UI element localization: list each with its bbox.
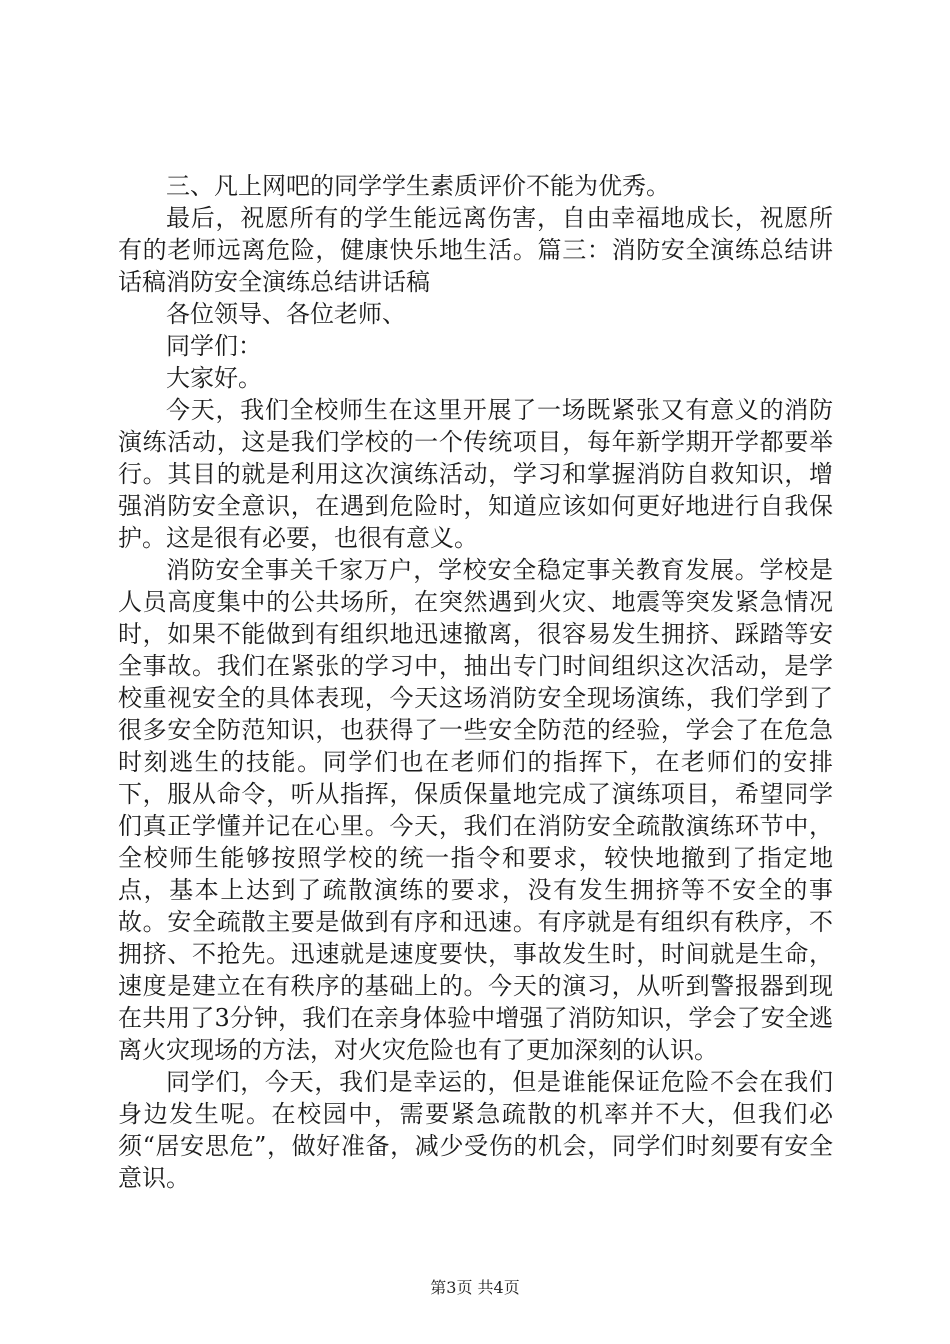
- paragraph-safety-importance: 消防安全事关千家万户，学校安全稳定事关教育发展。学校是人员高度集中的公共场所，在突然遇到火灾、地震等突发紧急情况时，如果不能做到有组织地迅速撤离，很容易发生拥挤、踩踏等安全事故。我们在紧张的学习中，抽出专门时间组织这次活动，是学校重视安全的具体表现，今天这场消防安全现场演练，我们学到了很多安全防范知识，也获得了一些安全防范的经验，学会了在危急时刻逃生的技能。同学们也在老师们的指挥下，在老师们的安排下，服从命令，听从指挥，保质保量地完成了演练项目，希望同学们真正学懂并记在心里。今天，我们在消防安全疏散演练环节中，全校师生能够按照学校的统一指令和要求，较快地撤到了指定地点，基本上达到了疏散演练的要求，没有发生拥挤等不安全的事故。安全疏散主要是做到有序和迅速。有序就是有组织有秩序，不拥挤、不抢先。迅速就是速度要快，事故发生时，时间就是生命，速度是建立在有秩序的基础上的。今天的演习，从听到警报器到现在共用了3分钟，我们在亲身体验中增强了消防知识，学会了安全逃离火灾现场的方法，对火灾危险也有了更加深刻的认识。: [118, 556, 833, 1064]
- paragraph-internet-cafe-rule: 三、凡上网吧的同学学生素质评价不能为优秀。: [166, 172, 670, 200]
- document-body: [118, 170, 833, 1194]
- page-number-footer: 第3页 共4页: [430, 1278, 520, 1297]
- paragraph-greeting: 大家好。: [166, 364, 262, 392]
- paragraph-salutation-students: 同学们：: [166, 332, 262, 360]
- paragraph-drill-intro: 今天，我们全校师生在这里开展了一场既紧张又有意义的消防演练活动，这是我们学校的一个传统项目，每年新学期开学都要举行。其目的就是利用这次演练活动，学习和掌握消防自救知识，增强消防安全意识，在遇到危险时，知道应该如何更好地进行自我保护。这是很有必要，也很有意义。: [118, 396, 833, 552]
- paragraph-closing-wishes: 最后，祝愿所有的学生能远离伤害，自由幸福地成长，祝愿所有的老师远离危险，健康快乐地生活。篇三：消防安全演练总结讲话稿消防安全演练总结讲话稿: [118, 204, 833, 296]
- paragraph-safety-awareness: 同学们，今天，我们是幸运的，但是谁能保证危险不会在我们身边发生呢。在校园中，需要紧急疏散的机率并不大，但我们必须“居安思危”，做好准备，减少受伤的机会，同学们时刻要有安全意识。: [118, 1068, 833, 1192]
- paragraph-salutation-leaders: 各位领导、各位老师、: [166, 300, 406, 328]
